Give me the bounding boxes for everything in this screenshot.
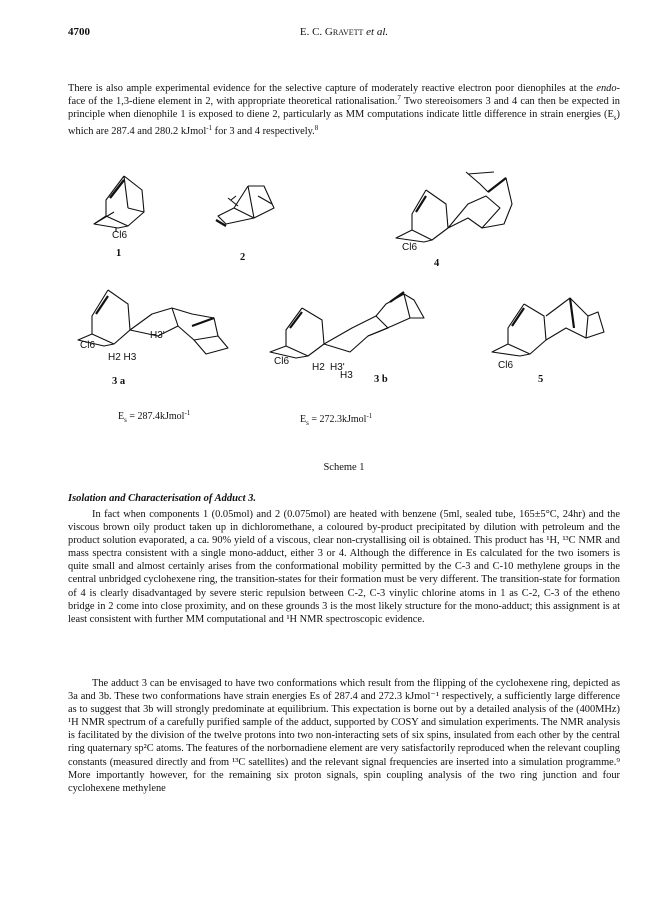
- label-cl6-1: Cl6: [112, 230, 128, 241]
- compound-number-4: 4: [434, 258, 440, 269]
- compound-number-2: 2: [240, 252, 246, 263]
- scheme-caption: Scheme 1: [323, 462, 365, 473]
- structure-4: [396, 172, 512, 242]
- compound-number-1: 1: [116, 248, 122, 259]
- label-cl6-3a: Cl6: [80, 340, 96, 351]
- structure-3a: [78, 290, 228, 354]
- label-h3p-3b: H3': [330, 362, 345, 373]
- scheme-1: [68, 168, 620, 488]
- label-cl6-4: Cl6: [402, 242, 418, 253]
- label-cl6-3b: Cl6: [274, 356, 290, 367]
- compound-number-3a: 3 a: [112, 376, 126, 387]
- compound-number-5: 5: [538, 374, 544, 385]
- label-h2h3-3a: H2 H3: [108, 352, 137, 363]
- label-h3p-3a: H3': [150, 330, 165, 341]
- label-h3-3b: H3: [340, 370, 353, 381]
- intro-paragraph: There is also ample experimental evidence for the selective capture of moderately reactive electron poor dienophiles at the endo- face of the 1,3-diene element in 2, with appropriate theoretical rationalisation.$^7$ Two stereoisomers 3 and 4 can then be expected in principle when dienophile 1 is exposed to diene 2, particularly as MM computations indicate little difference in strain energies $(E_s)$ which are 287.4 and 280.2 kJmol$^{-1}$ for 3 and 4 respectively.$^8$: [68, 83, 620, 138]
- body-paragraph-1: In fact when components 1 (0.05mol) and 2 (0.075mol) are heated with benzene (5ml, sealed tube, 165±5°C, 24hr) and the viscous brown oily product taken up in dichloromethane, a coloured by-product precipitated by dilution with petroleum and the product solution evaporated, a ca. 90% yield of a viscous, clear non-crystallising oil is obtained. This product has ¹H, ¹³C NMR and mass spectra consistent with a single mono-adduct, either 3 or 4. Although the difference in Es calculated for the two isomers is quite small and almost certainly arises from the conformational mobility permitted by the C-3 and C-10 methylene groups in the central unbridged cyclohexene ring, the transition-states for their formation must be very different. The transition-state for formation of 4 is clearly disadvantaged by severe steric repulsion between C-2, C-3 vinylic chlorine atoms in 1 as C-2, C-3 of the etheno bridge in 2 come into close proximity, and on these grounds 3 is the most likely structure for the mono-adduct; this assignment is at least consistent with further MM computational and ¹H NMR spectroscopic evidence.: [68, 509, 620, 625]
- structure-3b: [270, 292, 424, 358]
- section-heading: Isolation and Characterisation of Adduct 3.: [68, 493, 257, 504]
- running-title: E. C. Gravett et al.: [299, 26, 389, 38]
- running-header: [68, 26, 620, 40]
- structure-5: [492, 298, 604, 356]
- body-paragraph-2: The adduct 3 can be envisaged to have two conformations which result from the flipping of the cyclohexene ring, depicted as 3a and 3b. These two conformations have strain energies Es of 287.4 and 272.3 kJmol⁻¹ respectively, a sufficiently large difference as to suggest that 3b will strongly predominate at equilibrium. This expectation is borne out by a detailed analysis of the (400MHz) ¹H NMR spectrum of a carefully purified sample of the adduct, supported by COSY and simulation experiments. The NMR analysis is facilitated by the division of the twelve protons into two non-interacting sets of six spins, insulated from each other by the central ring quaternary sp²C atoms. The features of the norbornadiene element are very satisfactorily reproduced when the relevant coupling constants (measured directly and from ¹³C satellites) and the relevant signal frequencies are inserted into a simulation programme.⁹ More importantly however, for the remaining six proton signals, spin coupling analysis of the two ring junction and four cyclohexene methylene: [68, 678, 620, 794]
- strain-energy-3a: $E_s$ = 287.4kJmol$^{-1}$: [118, 409, 191, 424]
- strain-energy-3b: $E_s$ = 272.3kJmol$^{-1}$: [300, 412, 373, 427]
- scheme-structures: [68, 168, 620, 488]
- structure-2: [216, 186, 274, 226]
- structure-1: [94, 176, 144, 232]
- compound-number-3b: 3 b: [374, 374, 388, 385]
- page-number: 4700: [68, 26, 90, 38]
- label-h2-3b: H2: [312, 362, 325, 373]
- label-cl6-5: Cl6: [498, 360, 514, 371]
